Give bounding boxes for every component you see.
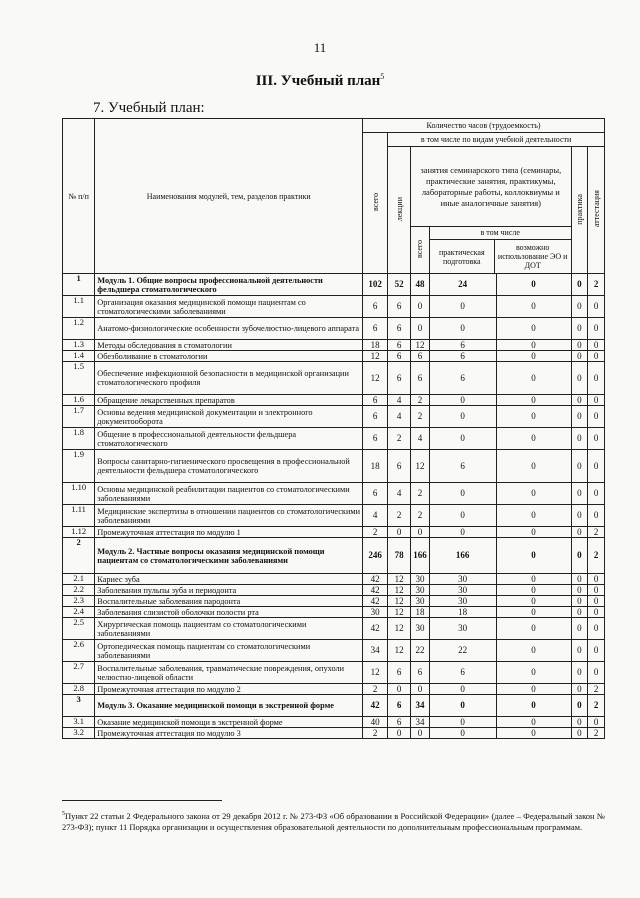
- cell-pp: 0: [429, 717, 496, 728]
- cell-prac: 0: [571, 406, 588, 428]
- cell-prac: 0: [571, 505, 588, 527]
- cell-num: 1.1: [63, 296, 95, 318]
- cell-eo: 0: [496, 362, 571, 395]
- cell-att: 2: [588, 695, 605, 717]
- cell-num: 2: [63, 538, 95, 574]
- cell-sem: 4: [411, 428, 430, 450]
- cell-eo: 0: [496, 274, 571, 296]
- footnote-divider: [62, 800, 222, 801]
- cell-total: 6: [363, 428, 388, 450]
- cell-sem: 30: [411, 618, 430, 640]
- cell-att: 0: [588, 351, 605, 362]
- cell-prac: 0: [571, 662, 588, 684]
- cell-sem: 30: [411, 574, 430, 585]
- cell-num: 1.3: [63, 340, 95, 351]
- table-row: [63, 483, 605, 505]
- cell-pp: 0: [429, 505, 496, 527]
- col-attestation-header: аттестация: [588, 147, 605, 274]
- table-row: [63, 717, 605, 728]
- cell-eo: 0: [496, 640, 571, 662]
- cell-prac: 0: [571, 274, 588, 296]
- cell-eo: 0: [496, 483, 571, 505]
- cell-att: 0: [588, 585, 605, 596]
- cell-name: Обеспечение инфекционной безопасности в медицинской организации стоматологического профиля: [95, 362, 363, 395]
- cell-name: Организация оказания медицинской помощи пациентам со стоматологическими заболеваниями: [95, 296, 363, 318]
- curriculum-table: [62, 118, 605, 739]
- cell-name: Промежуточная аттестация по модулю 3: [95, 728, 363, 739]
- cell-prac: 0: [571, 362, 588, 395]
- cell-prac: 0: [571, 395, 588, 406]
- cell-num: 3: [63, 695, 95, 717]
- cell-lectures: 0: [388, 728, 411, 739]
- cell-eo: 0: [496, 395, 571, 406]
- cell-lectures: 0: [388, 684, 411, 695]
- cell-lectures: 6: [388, 662, 411, 684]
- cell-sem: 0: [411, 728, 430, 739]
- cell-att: 0: [588, 505, 605, 527]
- col-num-header: № п/п: [63, 119, 95, 274]
- cell-lectures: 6: [388, 362, 411, 395]
- cell-eo: 0: [496, 406, 571, 428]
- cell-eo: 0: [496, 351, 571, 362]
- cell-eo: 0: [496, 695, 571, 717]
- cell-eo: 0: [496, 684, 571, 695]
- section-title-text: III. Учебный план: [255, 73, 381, 89]
- cell-name: Кариес зуба: [95, 574, 363, 585]
- cell-sem: 2: [411, 395, 430, 406]
- cell-att: 0: [588, 618, 605, 640]
- cell-sem: 18: [411, 607, 430, 618]
- cell-sem: 0: [411, 318, 430, 340]
- cell-name: Ортопедическая помощь пациентам со стоматологическими заболеваниями: [95, 640, 363, 662]
- cell-total: 42: [363, 585, 388, 596]
- cell-att: 0: [588, 340, 605, 351]
- cell-att: 0: [588, 717, 605, 728]
- cell-total: 246: [363, 538, 388, 574]
- table-row: [63, 318, 605, 340]
- cell-att: 2: [588, 274, 605, 296]
- cell-eo: 0: [496, 318, 571, 340]
- cell-sem: 2: [411, 406, 430, 428]
- cell-att: 2: [588, 538, 605, 574]
- table-row: [63, 340, 605, 351]
- cell-prac: 0: [571, 728, 588, 739]
- cell-lectures: 4: [388, 483, 411, 505]
- cell-lectures: 52: [388, 274, 411, 296]
- table-row: [63, 505, 605, 527]
- cell-lectures: 6: [388, 296, 411, 318]
- cell-name: Оказание медицинской помощи в экстренной форме: [95, 717, 363, 728]
- cell-num: 1.8: [63, 428, 95, 450]
- cell-att: 0: [588, 362, 605, 395]
- cell-name: Вопросы санитарно-гигиенического просвещения в профессиональной деятельности фельдшера стоматологического: [95, 450, 363, 483]
- cell-num: 1.7: [63, 406, 95, 428]
- cell-att: 0: [588, 450, 605, 483]
- cell-eo: 0: [496, 585, 571, 596]
- table-row: [63, 450, 605, 483]
- cell-num: 1.2: [63, 318, 95, 340]
- cell-prac: 0: [571, 318, 588, 340]
- cell-num: 2.8: [63, 684, 95, 695]
- cell-name: Модуль 2. Частные вопросы оказания медицинской помощи пациентам со стоматологическими заболеваниями: [95, 538, 363, 574]
- page-number: 11: [313, 40, 327, 55]
- cell-total: 42: [363, 574, 388, 585]
- cell-eo: 0: [496, 574, 571, 585]
- cell-name: Воспалительные заболевания, травматические повреждения, опухоли челюстно-лицевой области: [95, 662, 363, 684]
- cell-total: 6: [363, 395, 388, 406]
- col-total-header: всего: [363, 133, 388, 274]
- cell-total: 2: [363, 527, 388, 538]
- cell-sem: 0: [411, 527, 430, 538]
- cell-prac: 0: [571, 483, 588, 505]
- cell-pp: 30: [429, 618, 496, 640]
- cell-prac: 0: [571, 351, 588, 362]
- cell-name: Хирургическая помощь пациентам со стоматологическими заболеваниями: [95, 618, 363, 640]
- cell-sem: 6: [411, 362, 430, 395]
- cell-eo: 0: [496, 450, 571, 483]
- cell-lectures: 6: [388, 450, 411, 483]
- cell-prac: 0: [571, 527, 588, 538]
- cell-lectures: 2: [388, 505, 411, 527]
- cell-sem: 30: [411, 585, 430, 596]
- cell-name: Промежуточная аттестация по модулю 2: [95, 684, 363, 695]
- col-sem-total-header: всего: [411, 227, 430, 274]
- cell-total: 40: [363, 717, 388, 728]
- cell-eo: 0: [496, 505, 571, 527]
- cell-pp: 22: [429, 640, 496, 662]
- cell-eo: 0: [496, 728, 571, 739]
- col-lectures-header: лекции: [388, 147, 411, 274]
- cell-pp: 18: [429, 607, 496, 618]
- footnote-text: Пункт 22 статьи 2 Федерального закона от 29 декабря 2012 г. № 273-ФЗ «Об образовании в Российской Федерации» (далее – Федеральный закон № 273-ФЗ); пункт 11 Порядка организации и осуществления образовательной деятельности по дополнительным профессиональным программам.: [62, 810, 605, 832]
- cell-sem: 12: [411, 340, 430, 351]
- module-row: [63, 274, 605, 296]
- cell-num: 1.4: [63, 351, 95, 362]
- cell-prac: 0: [571, 585, 588, 596]
- cell-total: 18: [363, 450, 388, 483]
- cell-total: 42: [363, 596, 388, 607]
- cell-prac: 0: [571, 296, 588, 318]
- cell-total: 12: [363, 351, 388, 362]
- cell-prac: 0: [571, 607, 588, 618]
- table-row: [63, 585, 605, 596]
- cell-name: Заболевания слизистой оболочки полости рта: [95, 607, 363, 618]
- cell-total: 6: [363, 483, 388, 505]
- cell-lectures: 0: [388, 527, 411, 538]
- cell-prac: 0: [571, 450, 588, 483]
- cell-eo: 0: [496, 662, 571, 684]
- cell-prac: 0: [571, 574, 588, 585]
- cell-prac: 0: [571, 684, 588, 695]
- hours-header: Количество часов (трудоемкость): [363, 119, 605, 133]
- cell-lectures: 6: [388, 351, 411, 362]
- cell-num: 1.6: [63, 395, 95, 406]
- cell-num: 2.5: [63, 618, 95, 640]
- cell-att: 0: [588, 662, 605, 684]
- cell-sem: 34: [411, 695, 430, 717]
- cell-total: 6: [363, 318, 388, 340]
- table-row: [63, 362, 605, 395]
- cell-sem: 22: [411, 640, 430, 662]
- cell-pp: 6: [429, 450, 496, 483]
- cell-total: 102: [363, 274, 388, 296]
- cell-prac: 0: [571, 640, 588, 662]
- col-pp-header: практическая подготовка: [430, 240, 495, 273]
- cell-att: 0: [588, 296, 605, 318]
- cell-num: 1.9: [63, 450, 95, 483]
- col-eo-header: возможно использование ЭО и ДОТ: [497, 243, 568, 270]
- cell-att: 2: [588, 527, 605, 538]
- cell-att: 0: [588, 574, 605, 585]
- cell-eo: 0: [496, 527, 571, 538]
- table-row: [63, 351, 605, 362]
- cell-name: Обезболивание в стоматологии: [95, 351, 363, 362]
- cell-name: Анатомо-физиологические особенности зубочелюстно-лицевого аппарата: [95, 318, 363, 340]
- cell-lectures: 4: [388, 406, 411, 428]
- cell-prac: 0: [571, 618, 588, 640]
- cell-total: 4: [363, 505, 388, 527]
- cell-name: Заболевания пульпы зуба и периодонта: [95, 585, 363, 596]
- cell-total: 2: [363, 728, 388, 739]
- module-row: [63, 695, 605, 717]
- cell-sem: 2: [411, 483, 430, 505]
- cell-att: 0: [588, 640, 605, 662]
- table-row: [63, 728, 605, 739]
- table-row: [63, 527, 605, 538]
- cell-pp: 0: [429, 483, 496, 505]
- cell-num: 2.1: [63, 574, 95, 585]
- cell-sem: 6: [411, 351, 430, 362]
- cell-pp: 166: [429, 538, 496, 574]
- cell-pp: 30: [429, 596, 496, 607]
- cell-lectures: 78: [388, 538, 411, 574]
- cell-name: Модуль 3. Оказание медицинской помощи в экстренной форме: [95, 695, 363, 717]
- module-row: [63, 538, 605, 574]
- footnote: [62, 809, 605, 833]
- cell-pp: 6: [429, 351, 496, 362]
- cell-pp: 0: [429, 527, 496, 538]
- cell-lectures: 6: [388, 318, 411, 340]
- cell-pp: 0: [429, 684, 496, 695]
- cell-att: 2: [588, 728, 605, 739]
- cell-num: 2.3: [63, 596, 95, 607]
- table-row: [63, 596, 605, 607]
- cell-lectures: 12: [388, 618, 411, 640]
- cell-lectures: 6: [388, 717, 411, 728]
- cell-pp: 0: [429, 395, 496, 406]
- cell-prac: 0: [571, 695, 588, 717]
- cell-att: 0: [588, 318, 605, 340]
- cell-name: Воспалительные заболевания пародонта: [95, 596, 363, 607]
- cell-sem: 34: [411, 717, 430, 728]
- cell-num: 1.11: [63, 505, 95, 527]
- cell-prac: 0: [571, 428, 588, 450]
- cell-lectures: 4: [388, 395, 411, 406]
- cell-lectures: 12: [388, 585, 411, 596]
- cell-pp: 0: [429, 695, 496, 717]
- cell-name: Методы обследования в стоматологии: [95, 340, 363, 351]
- cell-prac: 0: [571, 717, 588, 728]
- table-row: [63, 395, 605, 406]
- seminars-header: занятия семинарского типа (семинары, практические занятия, практикумы, лабораторные работы, коллоквиумы и иные аналогичные занятия): [411, 147, 571, 227]
- cell-pp: 0: [429, 728, 496, 739]
- cell-sem: 166: [411, 538, 430, 574]
- cell-sem: 2: [411, 505, 430, 527]
- cell-prac: 0: [571, 538, 588, 574]
- cell-lectures: 6: [388, 340, 411, 351]
- cell-att: 0: [588, 607, 605, 618]
- cell-eo: 0: [496, 538, 571, 574]
- cell-pp: 0: [429, 296, 496, 318]
- section-title: [0, 72, 640, 90]
- cell-att: 0: [588, 483, 605, 505]
- footnote-mark: 5: [62, 811, 65, 817]
- cell-lectures: 6: [388, 695, 411, 717]
- cell-att: 0: [588, 428, 605, 450]
- footnote-ref: 5: [380, 72, 385, 81]
- cell-num: 1.12: [63, 527, 95, 538]
- cell-pp: 6: [429, 362, 496, 395]
- cell-att: 0: [588, 596, 605, 607]
- cell-num: 2.4: [63, 607, 95, 618]
- cell-total: 12: [363, 362, 388, 395]
- cell-eo: 0: [496, 717, 571, 728]
- cell-num: 2.7: [63, 662, 95, 684]
- col-practice-header: практика: [571, 147, 588, 274]
- table-row: [63, 296, 605, 318]
- table-row: [63, 640, 605, 662]
- cell-name: Основы медицинской реабилитации пациентов со стоматологическими заболеваниями: [95, 483, 363, 505]
- cell-pp: 6: [429, 340, 496, 351]
- cell-pp: 30: [429, 574, 496, 585]
- cell-lectures: 2: [388, 428, 411, 450]
- cell-lectures: 12: [388, 596, 411, 607]
- cell-total: 6: [363, 296, 388, 318]
- cell-eo: 0: [496, 340, 571, 351]
- cell-name: Общение в профессиональной деятельности фельдшера стоматологического: [95, 428, 363, 450]
- cell-total: 6: [363, 406, 388, 428]
- cell-total: 12: [363, 662, 388, 684]
- cell-att: 0: [588, 395, 605, 406]
- table-row: [63, 618, 605, 640]
- by-type-header: в том числе по видам учебной деятельности: [388, 133, 605, 147]
- cell-lectures: 12: [388, 574, 411, 585]
- cell-eo: 0: [496, 428, 571, 450]
- cell-pp: 0: [429, 318, 496, 340]
- cell-eo: 0: [496, 296, 571, 318]
- col-name-header: Наименования модулей, тем, разделов практики: [95, 119, 363, 274]
- cell-num: 3.2: [63, 728, 95, 739]
- cell-num: 1.5: [63, 362, 95, 395]
- table-row: [63, 406, 605, 428]
- cell-sem: 48: [411, 274, 430, 296]
- cell-sem: 0: [411, 296, 430, 318]
- cell-sem: 6: [411, 662, 430, 684]
- cell-sem: 12: [411, 450, 430, 483]
- cell-pp: 24: [429, 274, 496, 296]
- cell-num: 1.10: [63, 483, 95, 505]
- cell-name: Основы ведения медицинской документации и электронного документооборота: [95, 406, 363, 428]
- table-row: [63, 662, 605, 684]
- cell-sem: 0: [411, 684, 430, 695]
- cell-total: 34: [363, 640, 388, 662]
- cell-num: 2.6: [63, 640, 95, 662]
- cell-total: 42: [363, 618, 388, 640]
- cell-name: Модуль 1. Общие вопросы профессиональной деятельности фельдшера стоматологического: [95, 274, 363, 296]
- cell-att: 2: [588, 684, 605, 695]
- cell-pp: 0: [429, 406, 496, 428]
- cell-pp: 6: [429, 662, 496, 684]
- cell-sem: 30: [411, 596, 430, 607]
- cell-att: 0: [588, 406, 605, 428]
- including-group: [429, 227, 571, 274]
- cell-pp: 30: [429, 585, 496, 596]
- cell-total: 18: [363, 340, 388, 351]
- cell-num: 1: [63, 274, 95, 296]
- table-row: [63, 684, 605, 695]
- table-row: [63, 607, 605, 618]
- including-header: в том числе: [430, 227, 571, 240]
- cell-total: 42: [363, 695, 388, 717]
- cell-num: 2.2: [63, 585, 95, 596]
- cell-prac: 0: [571, 596, 588, 607]
- cell-total: 2: [363, 684, 388, 695]
- cell-lectures: 12: [388, 607, 411, 618]
- cell-total: 30: [363, 607, 388, 618]
- cell-eo: 0: [496, 607, 571, 618]
- cell-pp: 0: [429, 428, 496, 450]
- cell-lectures: 12: [388, 640, 411, 662]
- cell-name: Промежуточная аттестация по модулю 1: [95, 527, 363, 538]
- cell-name: Медицинские экспертизы в отношении пациентов со стоматологическими заболеваниями: [95, 505, 363, 527]
- cell-name: Обращение лекарственных препаратов: [95, 395, 363, 406]
- table-row: [63, 574, 605, 585]
- cell-prac: 0: [571, 340, 588, 351]
- cell-eo: 0: [496, 618, 571, 640]
- subsection-title: 7. Учебный план:: [93, 100, 205, 116]
- cell-num: 3.1: [63, 717, 95, 728]
- cell-eo: 0: [496, 596, 571, 607]
- table-row: [63, 428, 605, 450]
